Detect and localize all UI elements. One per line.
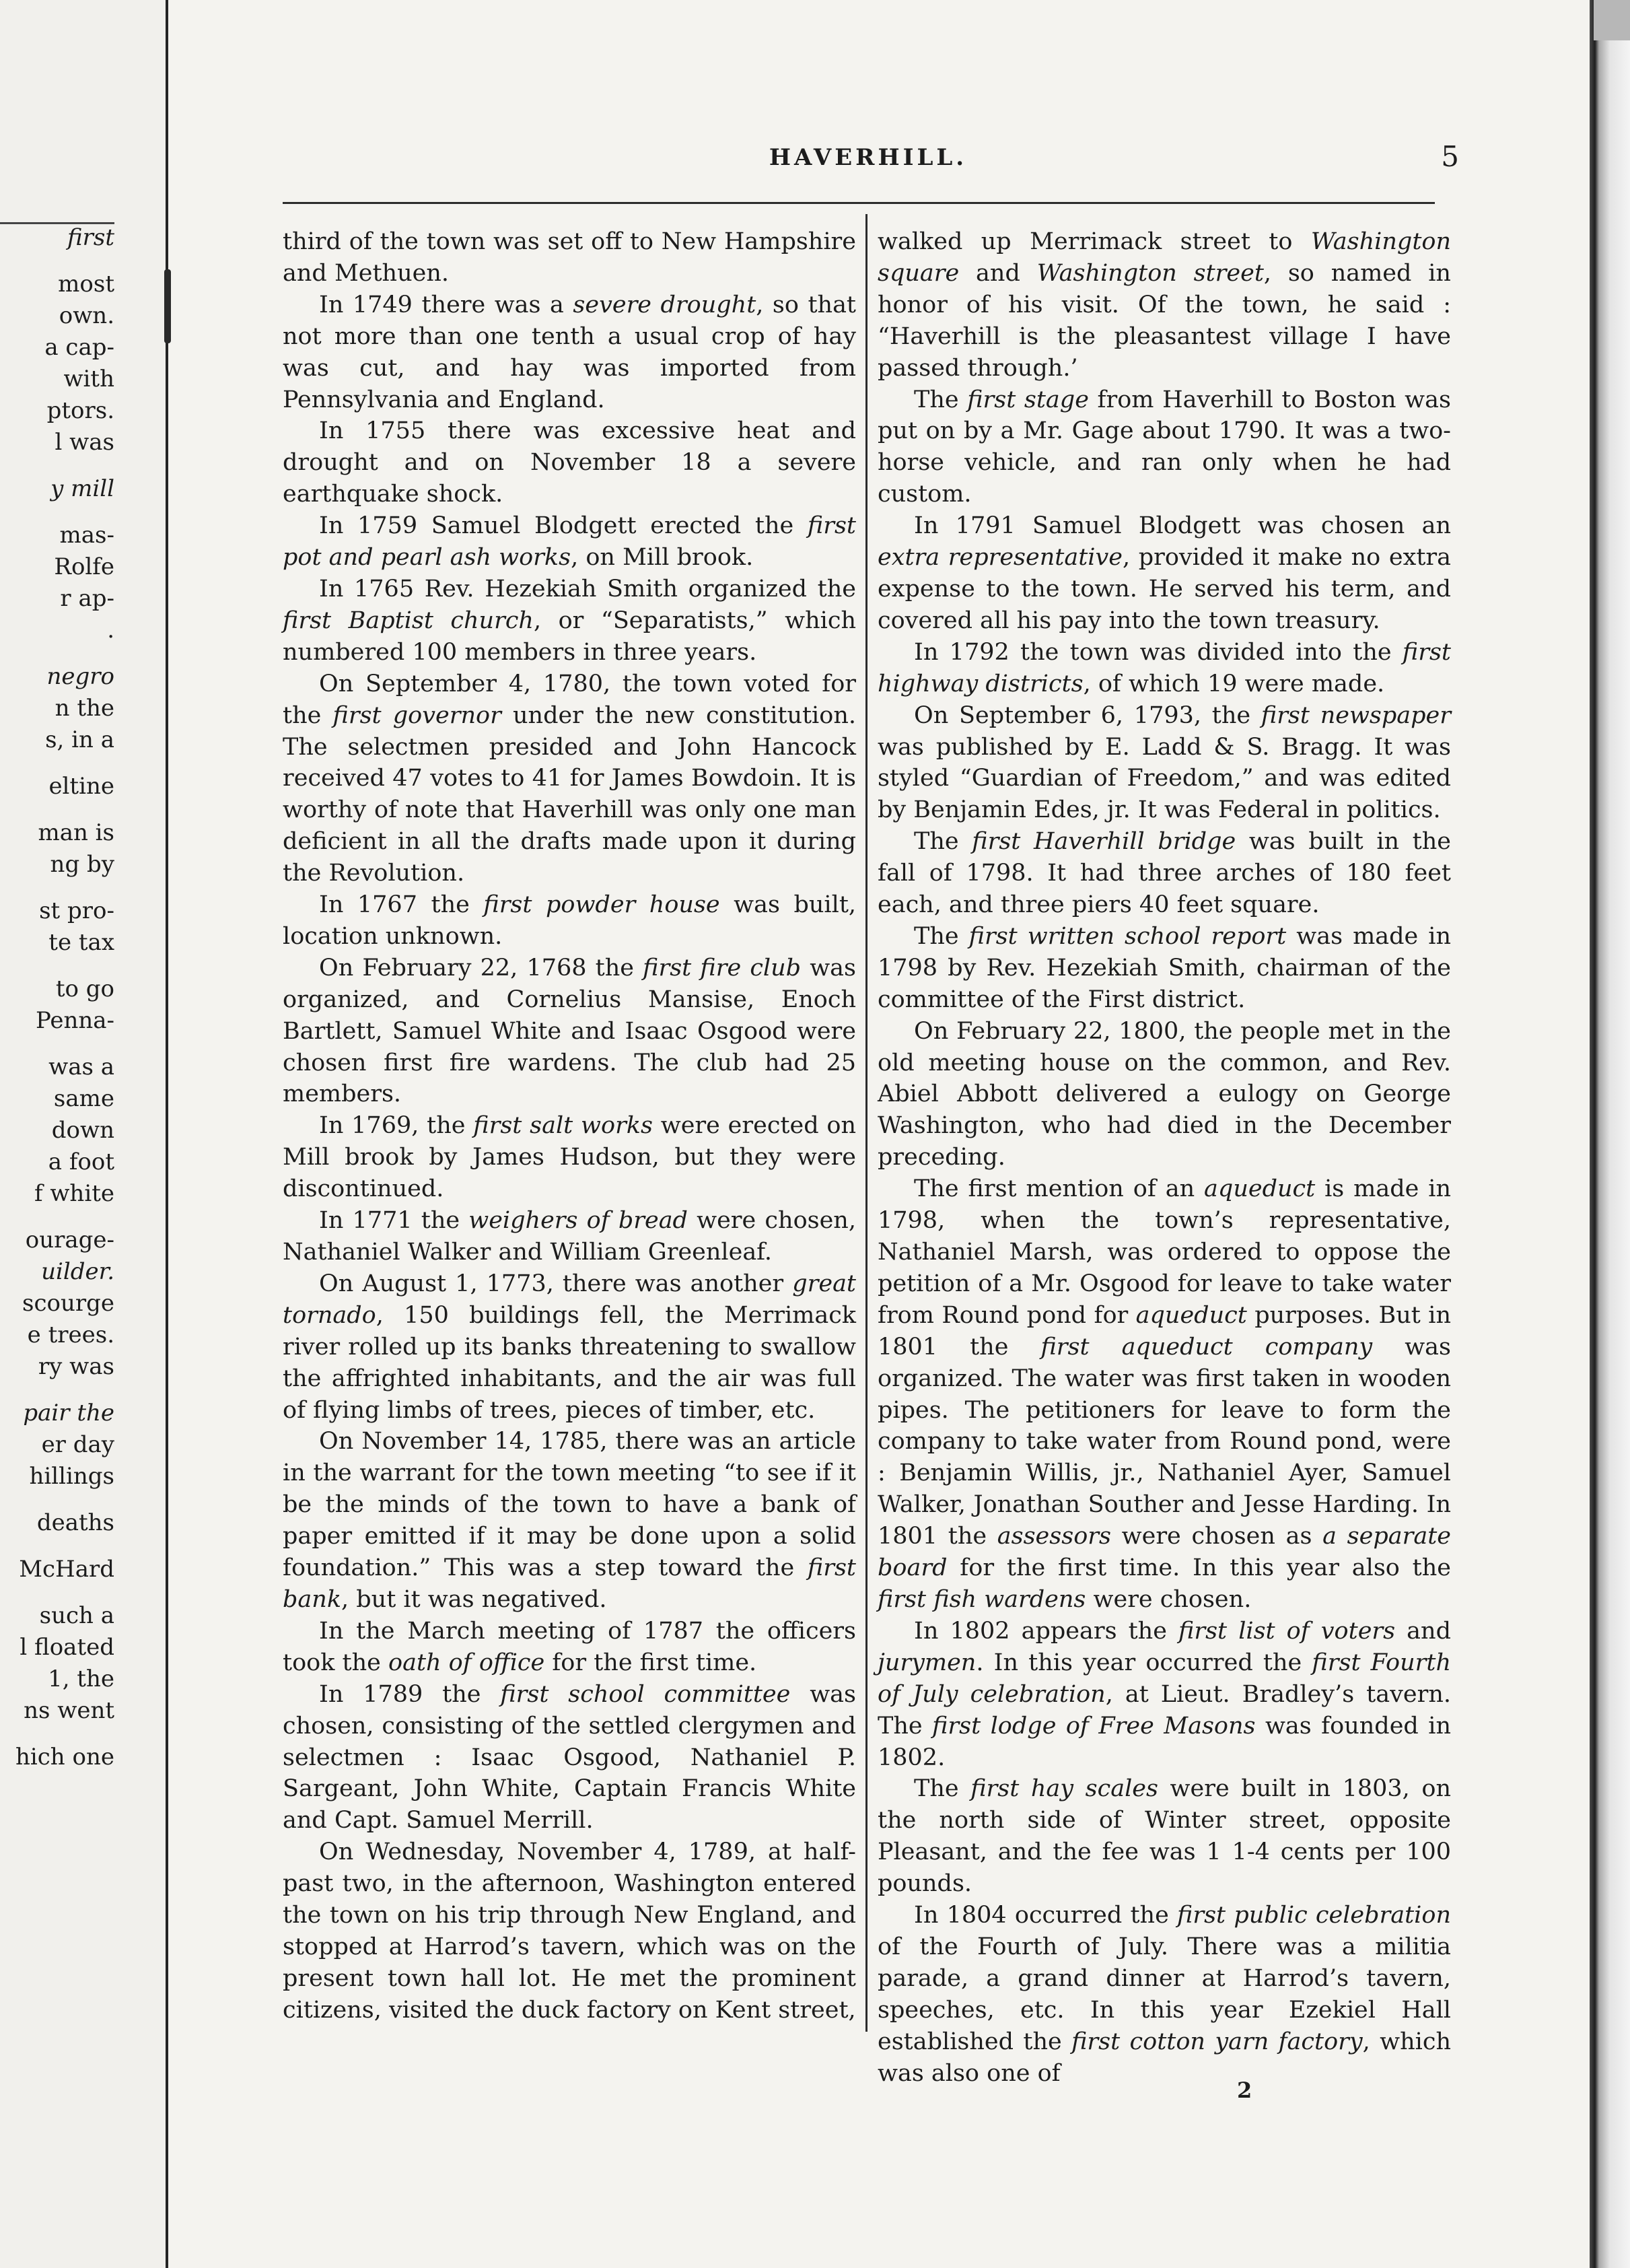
previous-page-line: hillings xyxy=(29,1463,114,1490)
signature-mark: 2 xyxy=(1237,2077,1252,2103)
previous-page-line: pair the xyxy=(23,1400,114,1427)
page-number: 5 xyxy=(1441,140,1459,173)
previous-page-line: deaths xyxy=(36,1509,114,1536)
paragraph: On August 1, 1773, there was another great tornado, 150 buildings fell, the Merrimack river rolled up its banks threatening to swallow the affrighted inhabitants, and the air was full of flying limbs of trees, pieces of timber, etc. xyxy=(283,1270,856,1424)
previous-page-line: er day xyxy=(41,1431,114,1458)
paragraph: In 1771 the weighers of bread were chosen, Nathaniel Walker and William Greenleaf. xyxy=(283,1207,856,1266)
previous-page-line: McHard xyxy=(19,1556,114,1583)
previous-page-line: ns went xyxy=(24,1697,114,1724)
paragraph: In 1789 the first school committee was chosen, consisting of the settled clergymen and selectmen : Isaac Osgood, Nathaniel P. Sargeant, John White, Captain Francis White and Capt. Samuel Merrill. xyxy=(283,1680,856,1834)
previous-page-line: with xyxy=(63,366,114,392)
binding-mark xyxy=(164,269,171,343)
paragraph: In 1792 the town was divided into the first highway districts, of which 19 were made. xyxy=(878,638,1451,697)
paragraph: In 1755 there was excessive heat and drought and on November 18 a severe earthquake shock. xyxy=(283,417,856,508)
page-corner xyxy=(1594,0,1630,40)
paragraph: On September 4, 1780, the town voted for the first governor under the new constitution. The selectmen presided and John Hancock received 47 votes to 41 for James Bowdoin. It is worthy of note that Haverhill was only one man deficient in all the drafts made upon it during the Revolution. xyxy=(283,670,856,887)
previous-page-line: st pro- xyxy=(39,897,114,924)
previous-page-line: f white xyxy=(34,1180,114,1207)
page-header xyxy=(283,139,1459,179)
previous-page-line: 1, the xyxy=(48,1665,114,1692)
page-right-edge xyxy=(1590,0,1630,2268)
paragraph: The first Haverhill bridge was built in the fall of 1798. It had three arches of 180 feet each, and three piers 40 feet square. xyxy=(878,828,1452,919)
paragraph: In 1749 there was a severe drought, so that not more than one tenth a usual crop of hay was cut, and hay was imported from Pennsylvania and England. xyxy=(283,291,856,413)
previous-page-line: s, in a xyxy=(45,726,114,753)
previous-page-line: eltine xyxy=(48,773,114,800)
previous-page-line: . xyxy=(107,617,114,644)
paragraph: In 1804 occurred the first public celebration of the Fourth of July. There was a militia parade, a grand dinner at Harrod’s tavern, speeches, etc. In this year Ezekiel Hall established the first cotton yarn factory, which was also one of xyxy=(878,1902,1451,2087)
previous-page-line: ptors. xyxy=(46,397,114,424)
paragraph: On Wednesday, November 4, 1789, at half-past two, in the afternoon, Washington entered the town on his trip through New England, and stopped at Harrod’s tavern, which was on the present town hall lot. He met the prominent citizens, visited the duck factory on Kent street, xyxy=(283,1839,856,2024)
paragraph: On September 6, 1793, the first newspaper was published by E. Ladd & S. Bragg. It was styled “Guardian of Freedom,” and was edited by Benjamin Edes, jr. It was Federal in politics. xyxy=(878,701,1451,824)
previous-page-line: l floated xyxy=(20,1634,114,1661)
previous-page-line: Penna- xyxy=(35,1007,114,1034)
previous-page-line: ng by xyxy=(50,851,114,878)
previous-page-line: ourage- xyxy=(25,1227,114,1253)
paragraph: In 1802 appears the first list of voters and jurymen. In this year occurred the first Fourth of July celebration, at Lieut. Bradley’s tavern. The first lodge of Free Masons was founded in 1802. xyxy=(878,1617,1451,1771)
paragraph: In 1791 Samuel Blodgett was chosen an extra representative, provided it make no extra expense to the town. He served his term, and covered all his pay into the town treasury. xyxy=(878,512,1451,634)
paragraph: The first hay scales were built in 1803, on the north side of Winter street, opposite Pleasant, and the fee was 1 1-4 cents per 100 pounds. xyxy=(878,1775,1451,1898)
previous-page-line: same xyxy=(53,1085,114,1112)
previous-page-line: to go xyxy=(55,975,114,1002)
previous-page-line: uilder. xyxy=(41,1258,114,1285)
paragraph: walked up Merrimack street to Washington square and Washington street, so named in honor of his visit. Of the town, he said : “Haverhill is the pleasantest village I have passed through.’ xyxy=(878,228,1451,382)
previous-page-line: n the xyxy=(55,695,114,722)
previous-page-line: such a xyxy=(39,1602,114,1629)
left-column xyxy=(283,226,856,2026)
column-divider xyxy=(865,214,867,2032)
previous-page-line: scourge xyxy=(22,1290,114,1317)
paragraph: In 1767 the first powder house was built, location unknown. xyxy=(283,891,857,950)
previous-page-line: r ap- xyxy=(60,585,114,612)
paragraph: The first written school report was made in 1798 by Rev. Hezekiah Smith, chairman of the committee of the First district. xyxy=(878,922,1451,1013)
previous-page-line: most xyxy=(58,271,114,298)
previous-page-fragments xyxy=(0,222,114,1773)
running-title: HAVERHILL. xyxy=(769,144,968,171)
previous-page-line: ry was xyxy=(38,1353,114,1380)
previous-page-line: mas- xyxy=(59,522,114,549)
paragraph: On February 22, 1768 the first fire club was organized, and Cornelius Mansise, Enoch Bartlett, Samuel White and Isaac Osgood were chosen first fire wardens. The club had 25 members. xyxy=(283,954,856,1108)
previous-page-line: l was xyxy=(55,429,114,456)
previous-page-line: a cap- xyxy=(44,334,114,361)
previous-page-line: Rolfe xyxy=(54,553,114,580)
previous-page-line: first xyxy=(67,224,114,251)
paragraph: In 1769, the first salt works were erected on Mill brook by James Hudson, but they were discontinued. xyxy=(283,1112,857,1203)
right-column xyxy=(878,226,1451,2089)
paragraph: third of the town was set off to New Hampshire and Methuen. xyxy=(283,228,856,287)
paragraph: In the March meeting of 1787 the officers took the oath of office for the first time. xyxy=(283,1617,856,1676)
paragraph: In 1759 Samuel Blodgett erected the first pot and pearl ash works, on Mill brook. xyxy=(283,512,856,572)
previous-page-line: was a xyxy=(48,1054,114,1080)
previous-page-line: own. xyxy=(59,302,114,329)
previous-page-line: hich one xyxy=(15,1744,114,1771)
paragraph: The first stage from Haverhill to Boston was put on by a Mr. Gage about 1790. It was a two-horse vehicle, and ran only when he had custom. xyxy=(878,386,1451,508)
previous-page-line: a foot xyxy=(48,1148,114,1175)
previous-page-line: man is xyxy=(38,819,114,846)
previous-page-line: te tax xyxy=(48,929,114,956)
header-rule xyxy=(283,202,1435,204)
paragraph: On February 22, 1800, the people met in the old meeting house on the common, and Rev. Abiel Abbott delivered a eulogy on George Washington, who had died in the December preceding. xyxy=(878,1017,1451,1171)
previous-page-line: y mill xyxy=(50,475,114,502)
previous-page-line: e trees. xyxy=(27,1321,114,1348)
paragraph: On November 14, 1785, there was an article in the warrant for the town meeting “to see if it be the minds of the town to have a bank of paper emitted if it may be done upon a solid foundation.” This was a step toward the first bank, but it was negatived. xyxy=(283,1428,856,1613)
previous-page-line: down xyxy=(51,1117,114,1144)
paragraph: The first mention of an aqueduct is made in 1798, when the town’s representative, Nathaniel Marsh, was ordered to oppose the petition of a Mr. Osgood for leave to take water from Round pond for aqueduct purposes. But in 1801 the first aqueduct company was organized. The water was first taken in wooden pipes. The petitioners for leave to form the company to take water from Round pond, were : Benjamin Willis, jr., Nathaniel Ayer, Samuel Walker, Jonathan Souther and Jesse Harding. In 1801 the assessors were chosen as a separate board for the first time. In this year also the first fish wardens were chosen. xyxy=(878,1175,1452,1613)
paragraph: In 1765 Rev. Hezekiah Smith organized the first Baptist church, or “Separatists,” which numbered 100 members in three years. xyxy=(283,575,856,666)
previous-page-line: negro xyxy=(46,663,114,690)
